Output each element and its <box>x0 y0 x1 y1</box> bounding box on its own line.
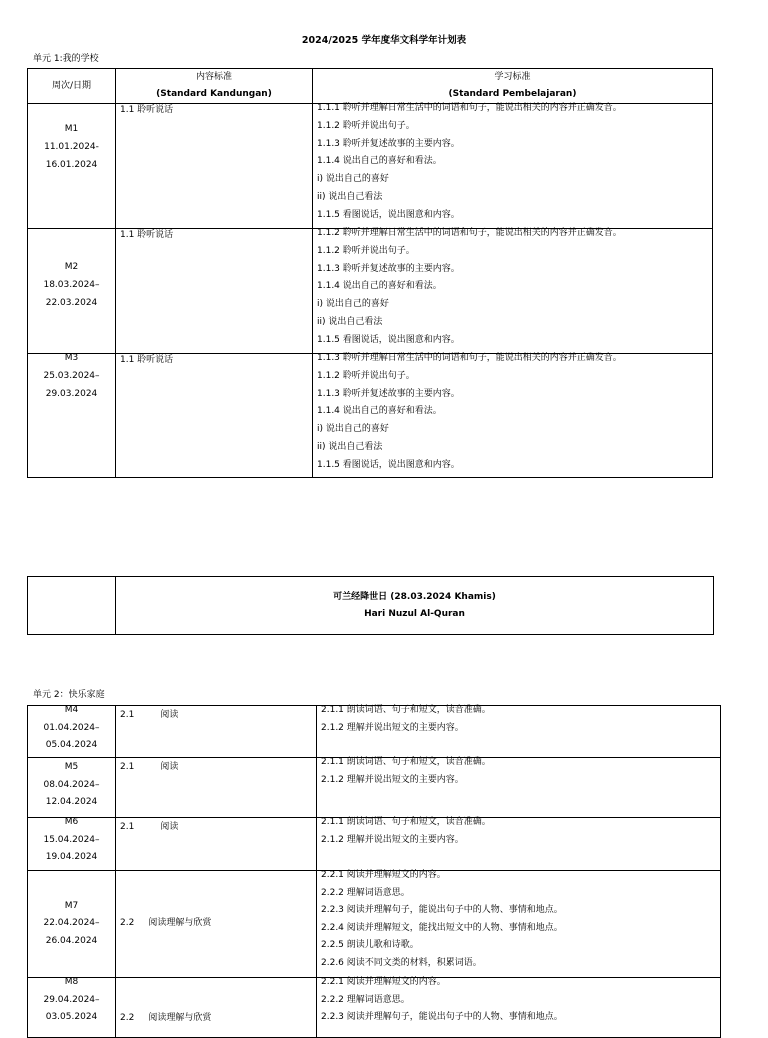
week-cell: M4 01.04.2024– 05.04.2024 <box>28 706 116 758</box>
learning-standard-cell: 2.1.1 朗读词语、句子和短文，读音准确。 2.1.2 理解并说出短文的主要内容。 <box>317 758 721 818</box>
table-header-row <box>28 69 713 104</box>
content-standard-cell: 1.1 聆听说话 <box>116 229 313 354</box>
holiday-empty-cell <box>28 577 116 635</box>
table-row <box>28 978 721 1038</box>
holiday-cell <box>116 577 714 635</box>
plan-table-unit-1 <box>27 68 713 478</box>
section-label-unit-2: 单元 2：快乐家庭 <box>33 690 105 700</box>
holiday-title: 可兰经降世日 (28.03.2024 Khamis) <box>333 591 496 602</box>
week-cell: M6 15.04.2024– 19.04.2024 <box>28 818 116 871</box>
learning-standard-cell: 2.1.1 朗读词语、句子和短文，读音准确。 2.1.2 理解并说出短文的主要内容。 <box>317 818 721 871</box>
week-cell: M2 18.03.2024– 22.03.2024 <box>28 229 116 354</box>
header-learning-standard: 学习标准 (Standard Pembelajaran) <box>313 69 713 104</box>
content-standard-cell: 2.1 阅读 <box>116 706 317 758</box>
section-label-unit-1: 单元 1:我的学校 <box>33 54 99 64</box>
holiday-row <box>28 577 714 635</box>
table-row <box>28 104 713 229</box>
header-week-date: 周次/日期 <box>28 69 116 104</box>
learning-standard-cell: 2.2.1 阅读并理解短文的内容。 2.2.2 理解词语意思。 2.2.3 阅读并理解句子，能说出句子中的人物、事情和地点。 2.2.4 阅读并理解短文，能找出短文中的人物、事情和地点。 2.2.5 朗读儿歌和诗歌。 2.2.6 阅读不同文类的材料，积累词语。 <box>317 871 721 978</box>
table-row <box>28 706 721 758</box>
learning-standard-cell: 1.1.1 聆听并理解日常生活中的词语和句子，能说出相关的内容并正确发音。 1.1.2 聆听并说出句子。 1.1.3 聆听并复述故事的主要内容。 1.1.4 说出自己的喜好和看法。 i) 说出自己的喜好 ii) 说出自己看法 1.1.5 看图说话，说出图意和内容。 <box>313 104 713 229</box>
week-cell: M3 25.03.2024– 29.03.2024 <box>28 354 116 478</box>
table-row <box>28 758 721 818</box>
content-standard-cell: 2.2 阅读理解与欣赏 <box>116 871 317 978</box>
table-row <box>28 354 713 478</box>
plan-table-unit-2 <box>27 705 721 1038</box>
week-cell: M8 29.04.2024– 03.05.2024 <box>28 978 116 1038</box>
learning-standard-cell: 2.1.1 朗读词语、句子和短文，读音准确。 2.1.2 理解并说出短文的主要内容。 <box>317 706 721 758</box>
content-standard-cell: 2.1 阅读 <box>116 758 317 818</box>
header-content-standard: 内容标准 (Standard Kandungan) <box>116 69 313 104</box>
week-cell: M7 22.04.2024– 26.04.2024 <box>28 871 116 978</box>
learning-standard-cell: 2.2.1 阅读并理解短文的内容。 2.2.2 理解词语意思。 2.2.3 阅读并理解句子，能说出句子中的人物、事情和地点。 <box>317 978 721 1038</box>
holiday-table <box>27 576 714 635</box>
holiday-subtitle: Hari Nuzul Al-Quran <box>364 608 465 619</box>
table-row <box>28 818 721 871</box>
content-standard-cell: 1.1 聆听说话 <box>116 104 313 229</box>
content-standard-cell: 1.1 聆听说话 <box>116 354 313 478</box>
table-row <box>28 871 721 978</box>
content-standard-cell: 2.2 阅读理解与欣赏 <box>116 978 317 1038</box>
week-cell: M1 11.01.2024- 16.01.2024 <box>28 104 116 229</box>
content-standard-cell: 2.1 阅读 <box>116 818 317 871</box>
document-title: 2024/2025 学年度华文科学年计划表 <box>301 35 467 46</box>
learning-standard-cell: 1.1.3 聆听并理解日常生活中的词语和句子，能说出相关的内容并正确发音。 1.1.2 聆听并说出句子。 1.1.3 聆听并复述故事的主要内容。 1.1.4 说出自己的喜好和看法。 i) 说出自己的喜好 ii) 说出自己看法 1.1.5 看图说话，说出图意和内容。 <box>313 354 713 478</box>
week-cell: M5 08.04.2024– 12.04.2024 <box>28 758 116 818</box>
table-row <box>28 229 713 354</box>
learning-standard-cell: 1.1.2 聆听并理解日常生活中的词语和句子，能说出相关的内容并正确发音。 1.1.2 聆听并说出句子。 1.1.3 聆听并复述故事的主要内容。 1.1.4 说出自己的喜好和看法。 i) 说出自己的喜好 ii) 说出自己看法 1.1.5 看图说话，说出图意和内容。 <box>313 229 713 354</box>
